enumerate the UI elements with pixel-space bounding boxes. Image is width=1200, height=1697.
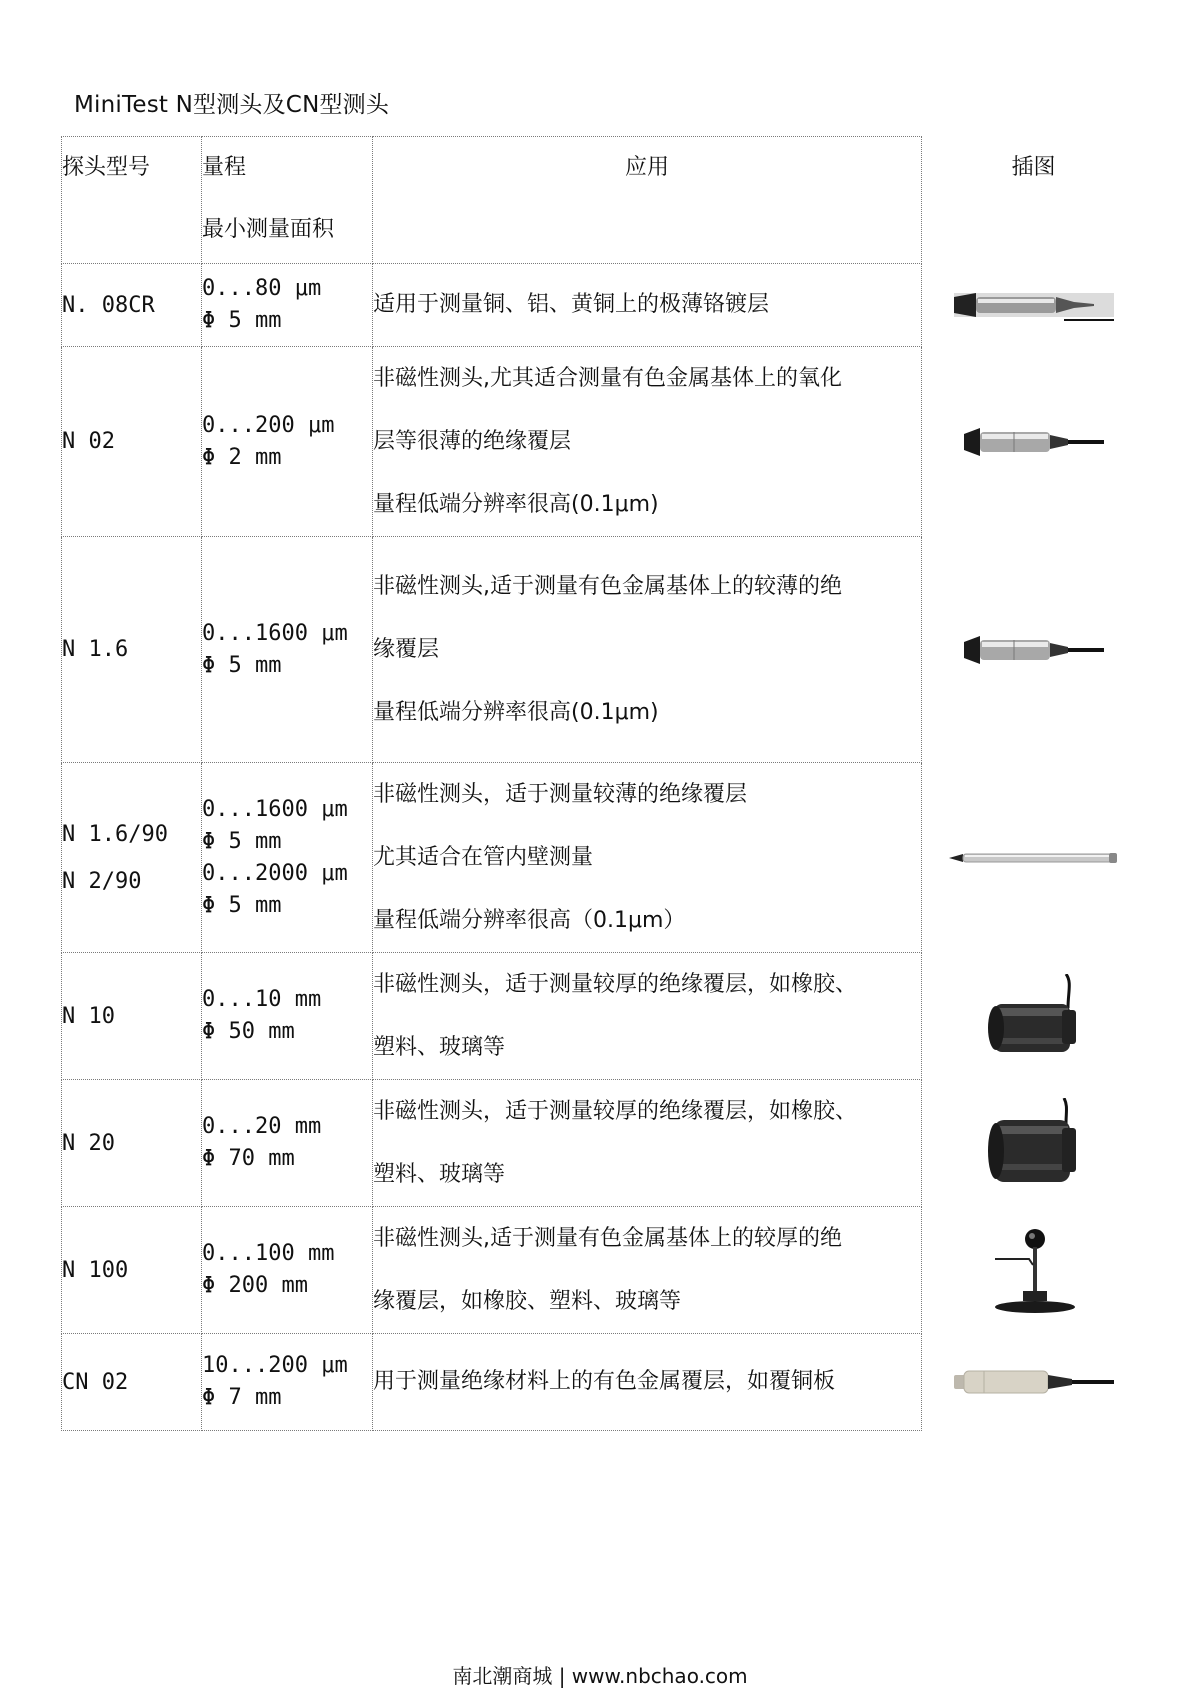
application-cell: 非磁性测头，适于测量较薄的绝缘覆层 尤其适合在管内壁测量 量程低端分辨率很高（0.1μm） — [373, 763, 922, 953]
image-cell — [922, 264, 1146, 347]
table-row — [62, 1334, 1146, 1431]
pen-probe-icon — [964, 632, 1104, 668]
table-row — [62, 537, 1146, 763]
cylinder-probe-icon — [984, 974, 1084, 1058]
range-cell: 0...1600 μm Φ 5 mm — [202, 537, 373, 763]
application-cell: 非磁性测头,尤其适合测量有色金属基体上的氧化 层等很薄的绝缘覆层 量程低端分辨率很高(0.1μm) — [373, 347, 922, 537]
table-row — [62, 1207, 1146, 1334]
image-cell — [922, 1080, 1146, 1207]
table-header-row — [62, 137, 1146, 264]
range-cell: 0...80 μm Φ 5 mm — [202, 264, 373, 347]
header-image: 插图 — [922, 137, 1146, 264]
model-cell: N 02 — [62, 347, 202, 537]
model-cell: N 100 — [62, 1207, 202, 1334]
range-cell: 0...100 mm Φ 200 mm — [202, 1207, 373, 1334]
application-cell: 非磁性测头,适于测量有色金属基体上的较薄的绝 缘覆层 量程低端分辨率很高(0.1μm) — [373, 537, 922, 763]
rod-probe-icon — [949, 846, 1119, 870]
thin-pen-probe-icon — [954, 285, 1114, 325]
table-row — [62, 1080, 1146, 1207]
image-cell — [922, 1334, 1146, 1431]
footer-text: 南北潮商城 | www.nbchao.com — [452, 1664, 748, 1688]
pen-probe-icon — [964, 424, 1104, 460]
application-cell: 非磁性测头,适于测量有色金属基体上的较厚的绝 缘覆层，如橡胶、塑料、玻璃等 — [373, 1207, 922, 1334]
application-cell: 非磁性测头，适于测量较厚的绝缘覆层，如橡胶、 塑料、玻璃等 — [373, 953, 922, 1080]
image-cell — [922, 347, 1146, 537]
range-cell: 0...20 mm Φ 70 mm — [202, 1080, 373, 1207]
table-row — [62, 953, 1146, 1080]
header-model: 探头型号 — [62, 137, 202, 264]
image-cell — [922, 953, 1146, 1080]
stand-probe-icon — [989, 1225, 1079, 1315]
white-pen-probe-icon — [954, 1365, 1114, 1399]
image-cell — [922, 1207, 1146, 1334]
table-row — [62, 763, 1146, 953]
model-cell: N 20 — [62, 1080, 202, 1207]
model-cell: N 1.6 — [62, 537, 202, 763]
probe-spec-table — [61, 136, 1145, 1431]
range-cell: 0...200 μm Φ 2 mm — [202, 347, 373, 537]
image-cell — [922, 763, 1146, 953]
page-title: MiniTest N型测头及CN型测头 — [74, 92, 390, 118]
table-row — [62, 347, 1146, 537]
range-cell: 0...10 mm Φ 50 mm — [202, 953, 373, 1080]
application-cell: 用于测量绝缘材料上的有色金属覆层，如覆铜板 — [373, 1334, 922, 1431]
header-application: 应用 — [373, 137, 922, 264]
header-range: 量程 最小测量面积 — [202, 137, 373, 264]
model-cell: CN 02 — [62, 1334, 202, 1431]
image-cell — [922, 537, 1146, 763]
table-row — [62, 264, 1146, 347]
application-cell: 非磁性测头，适于测量较厚的绝缘覆层，如橡胶、 塑料、玻璃等 — [373, 1080, 922, 1207]
model-cell: N 10 — [62, 953, 202, 1080]
model-cell: N 1.6/90 N 2/90 — [62, 763, 202, 953]
cylinder-probe-icon — [984, 1098, 1084, 1188]
model-cell: N. 08CR — [62, 264, 202, 347]
application-cell: 适用于测量铜、铝、黄铜上的极薄铬镀层 — [373, 264, 922, 347]
range-cell: 0...1600 μm Φ 5 mm 0...2000 μm Φ 5 mm — [202, 763, 373, 953]
range-cell: 10...200 μm Φ 7 mm — [202, 1334, 373, 1431]
